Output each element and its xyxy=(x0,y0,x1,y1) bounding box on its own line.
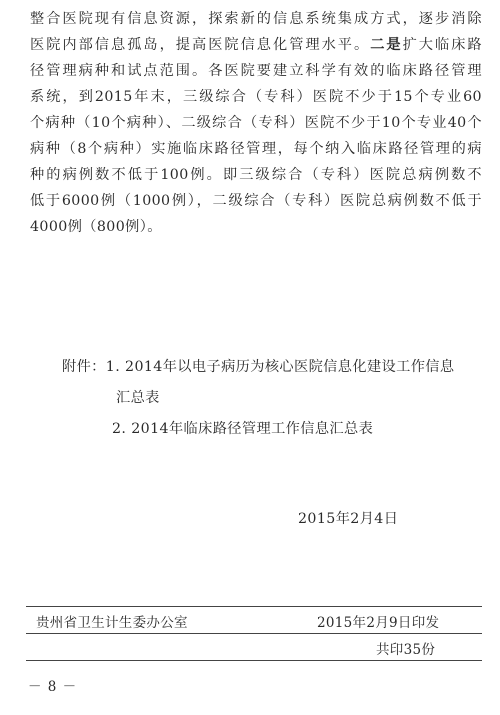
issuing-office: 贵州省卫生计生委办公室 xyxy=(36,615,188,631)
copy-count: 共印35份 xyxy=(376,642,436,658)
body-line-text: 医院内部信息孤岛，提高医院信息化管理水平。 xyxy=(30,37,371,53)
body-line: 个病种（10个病种）、二级综合（专科）医院不少于10个专业40个 xyxy=(30,115,482,131)
body-line-tail: 扩大临床路 xyxy=(402,37,482,53)
body-line: 整合医院现有信息资源，探索新的信息系统集成方式，逐步消除 xyxy=(30,11,482,27)
footer-rule-bottom xyxy=(26,660,482,661)
attachment-title: 1. 2014年以电子病历为核心医院信息化建设工作信息 xyxy=(105,359,455,375)
attachment-item-continued: 汇总表 xyxy=(116,390,160,406)
attachment-item: 2. 2014年临床路径管理工作信息汇总表 xyxy=(112,421,374,437)
page-number: － 8 － xyxy=(28,679,78,695)
attachment-item xyxy=(62,352,482,383)
body-line: 系统，到2015年末，三级综合（专科）医院不少于15个专业60 xyxy=(30,89,482,105)
body-line: 病种（8个病种）实施临床路径管理，每个纳入临床路径管理的病 xyxy=(30,141,482,157)
body-line: 低于6000例（1000例），二级综合（专科）医院总病例数不低于 xyxy=(30,193,482,209)
print-date: 2015年2月9日印发 xyxy=(317,615,440,631)
attachments-label: 附件： xyxy=(62,359,106,375)
body-line: 种的病例数不低于100例。即三级综合（专科）医院总病例数不 xyxy=(30,167,482,183)
attachments-section xyxy=(62,352,482,445)
footer-rule-top xyxy=(26,606,482,607)
body-line: 径管理病种和试点范围。各医院要建立科学有效的临床路径管理 xyxy=(30,63,482,79)
issue-date: 2015年2月4日 xyxy=(298,511,399,527)
body-text xyxy=(30,6,482,240)
emphasis-text: 二是 xyxy=(370,37,403,53)
footer-rule-middle xyxy=(26,633,482,634)
body-line: 4000例（800例）。 xyxy=(30,219,162,235)
body-line xyxy=(30,32,482,58)
